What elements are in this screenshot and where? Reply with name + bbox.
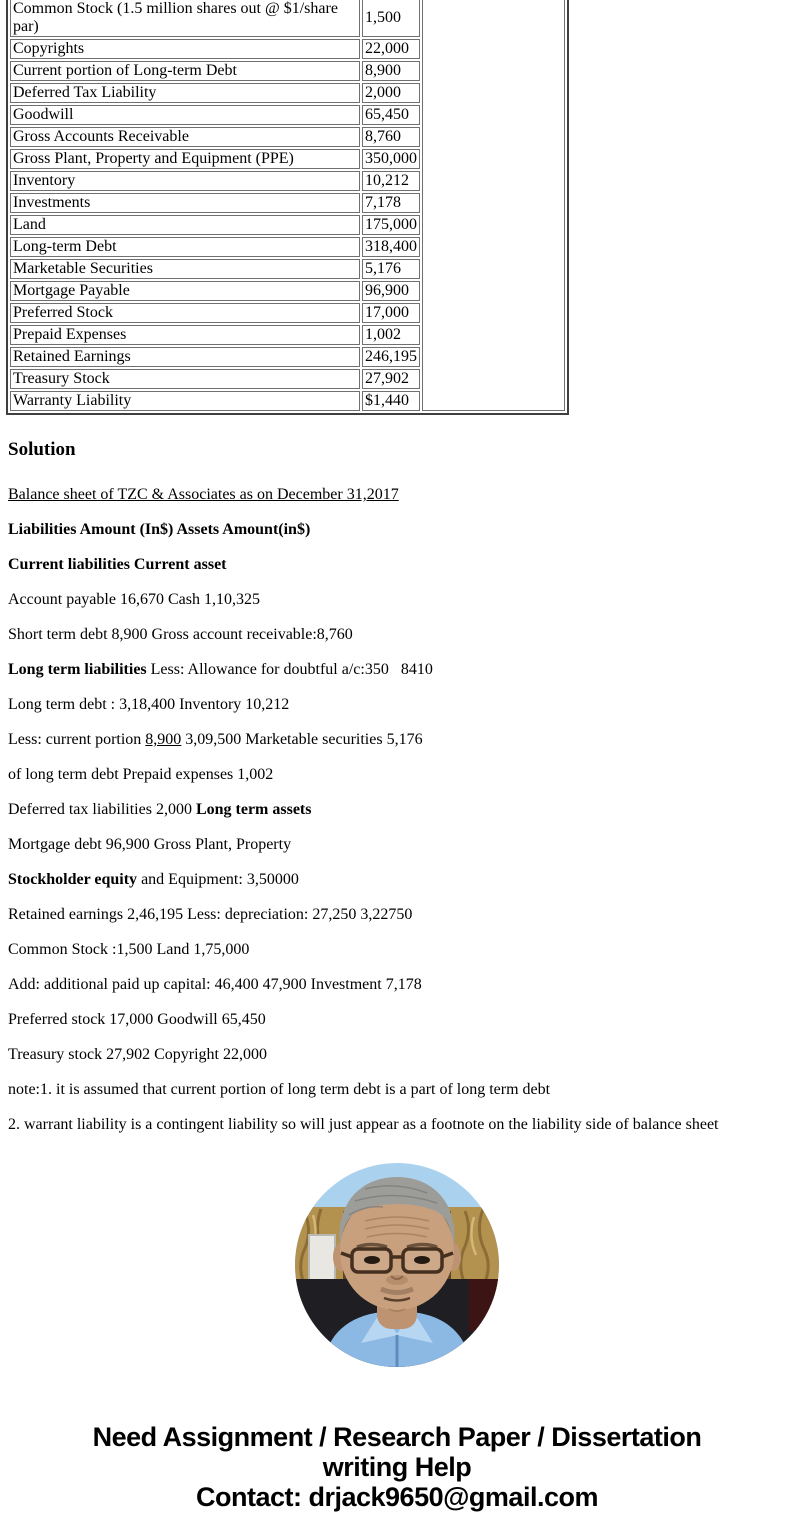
item-value-cell: 318,400 [362, 237, 420, 257]
line-account-payable [8, 591, 786, 609]
item-label-cell: Copyrights [10, 39, 360, 59]
text-segment: Deferred tax liabilities 2,000 [8, 801, 196, 818]
item-value-cell: 7,178 [362, 193, 420, 213]
line-note-2 [8, 1116, 786, 1134]
item-label-cell: Current portion of Long-term Debt [10, 61, 360, 81]
solution-paragraphs [8, 486, 786, 1134]
text-segment: and Equipment: 3,50000 [137, 871, 299, 888]
dark-band-red [469, 1279, 499, 1331]
text-segment: Retained earnings 2,46,195 Less: depreciation: 27,250 3,22750 [8, 906, 413, 923]
line-common-stock [8, 941, 786, 959]
balance-sheet-title [8, 486, 786, 504]
line-short-term-debt [8, 626, 786, 644]
table-row [10, 0, 565, 37]
text-segment: 8,900 [145, 731, 182, 748]
eye-right [414, 1256, 430, 1264]
text-segment: Less: current portion [8, 731, 146, 748]
item-label-cell: Mortgage Payable [10, 281, 360, 301]
text-segment: Balance sheet of TZC & Associates as on December 31,2017 [8, 486, 399, 503]
columns-header [8, 521, 786, 539]
item-value-cell: 22,000 [362, 39, 420, 59]
item-value-cell: 65,450 [362, 105, 420, 125]
line-less-current-portion [8, 731, 786, 749]
item-value-cell: 2,000 [362, 83, 420, 103]
text-segment: Current liabilities Current asset [8, 556, 227, 573]
item-value-cell: 1,500 [362, 0, 420, 37]
line-of-long-term-debt [8, 766, 786, 784]
solution-heading: Solution [8, 439, 76, 460]
balance-items-table [6, 0, 569, 415]
item-label-cell: Warranty Liability [10, 391, 360, 411]
item-label-cell: Prepaid Expenses [10, 325, 360, 345]
text-segment: Short term debt 8,900 Gross account receivable:8,760 [8, 626, 353, 643]
line-deferred-tax [8, 801, 786, 819]
text-segment: Account payable 16,670 Cash 1,10,325 [8, 591, 260, 608]
item-label-cell: Gross Accounts Receivable [10, 127, 360, 147]
line-treasury-stock [8, 1046, 786, 1064]
footer-line-1: Need Assignment / Research Paper / Dissertation [92, 1422, 702, 1452]
text-segment: Preferred stock 17,000 Goodwill 65,450 [8, 1011, 266, 1028]
text-segment: Mortgage debt 96,900 Gross Plant, Property [8, 836, 292, 853]
item-value-cell: 27,902 [362, 369, 420, 389]
item-value-cell: 8,760 [362, 127, 420, 147]
text-segment: Add: additional paid up capital: 46,400 47,900 Investment 7,178 [8, 976, 422, 993]
text-segment: Long term debt : 3,18,400 Inventory 10,212 [8, 696, 290, 713]
line-long-term-liabilities [8, 661, 786, 679]
item-label-cell: Treasury Stock [10, 369, 360, 389]
item-value-cell: 96,900 [362, 281, 420, 301]
text-segment: Stockholder equity [8, 871, 138, 888]
eye-left [364, 1256, 380, 1264]
avatar-clip-group [295, 1163, 499, 1367]
line-retained-earnings [8, 906, 786, 924]
section-header-current [8, 556, 786, 574]
item-label-cell: Marketable Securities [10, 259, 360, 279]
item-label-cell: Deferred Tax Liability [10, 83, 360, 103]
text-segment: of long term debt Prepaid expenses 1,002 [8, 766, 274, 783]
line-preferred-stock [8, 1011, 786, 1029]
text-segment: Common Stock :1,500 Land 1,75,000 [8, 941, 250, 958]
line-stockholder-equity [8, 871, 786, 889]
text-segment: 3,09,500 Marketable securities 5,176 [181, 731, 423, 748]
item-label-cell: Land [10, 215, 360, 235]
balance-items-tbody [10, 0, 565, 411]
item-value-cell: 10,212 [362, 171, 420, 191]
footer-banner [8, 1422, 786, 1512]
item-label-cell: Long-term Debt [10, 237, 360, 257]
item-label-cell: Inventory [10, 171, 360, 191]
item-value-cell: 1,002 [362, 325, 420, 345]
line-additional-paid-up [8, 976, 786, 994]
tutor-photo [295, 1163, 499, 1367]
line-note-1 [8, 1081, 786, 1099]
text-segment: Long term liabilities [8, 661, 147, 678]
line-long-term-debt [8, 696, 786, 714]
item-label-cell: Gross Plant, Property and Equipment (PPE) [10, 149, 360, 169]
item-value-cell: 175,000 [362, 215, 420, 235]
item-value-cell: 8,900 [362, 61, 420, 81]
item-value-cell: $1,440 [362, 391, 420, 411]
item-value-cell: 246,195 [362, 347, 420, 367]
empty-notes-cell [422, 0, 565, 411]
text-segment: Treasury stock 27,902 Copyright 22,000 [8, 1046, 267, 1063]
item-label-cell: Goodwill [10, 105, 360, 125]
text-segment: Less: Allowance for doubtful a/c:350 8410 [146, 661, 433, 678]
text-segment: 2. warrant liability is a contingent liability so will just appear as a footnote on the liability side of balance sheet [8, 1116, 719, 1133]
item-value-cell: 5,176 [362, 259, 420, 279]
text-segment: note:1. it is assumed that current portion of long term debt is a part of long term debt [8, 1081, 551, 1098]
text-segment: Liabilities Amount (In$) Assets Amount(in$) [8, 521, 311, 538]
footer-line-3: Contact: drjack9650@gmail.com [196, 1482, 598, 1512]
item-label-cell: Preferred Stock [10, 303, 360, 323]
item-label-cell: Retained Earnings [10, 347, 360, 367]
avatar-container [8, 1163, 786, 1372]
footer-line-2: writing Help [322, 1452, 472, 1482]
line-mortgage-debt [8, 836, 786, 854]
item-label-cell: Common Stock (1.5 million shares out @ $1/share par) [10, 0, 360, 37]
item-value-cell: 17,000 [362, 303, 420, 323]
item-label-cell: Investments [10, 193, 360, 213]
text-segment: Long term assets [195, 801, 312, 818]
item-value-cell: 350,000 [362, 149, 420, 169]
